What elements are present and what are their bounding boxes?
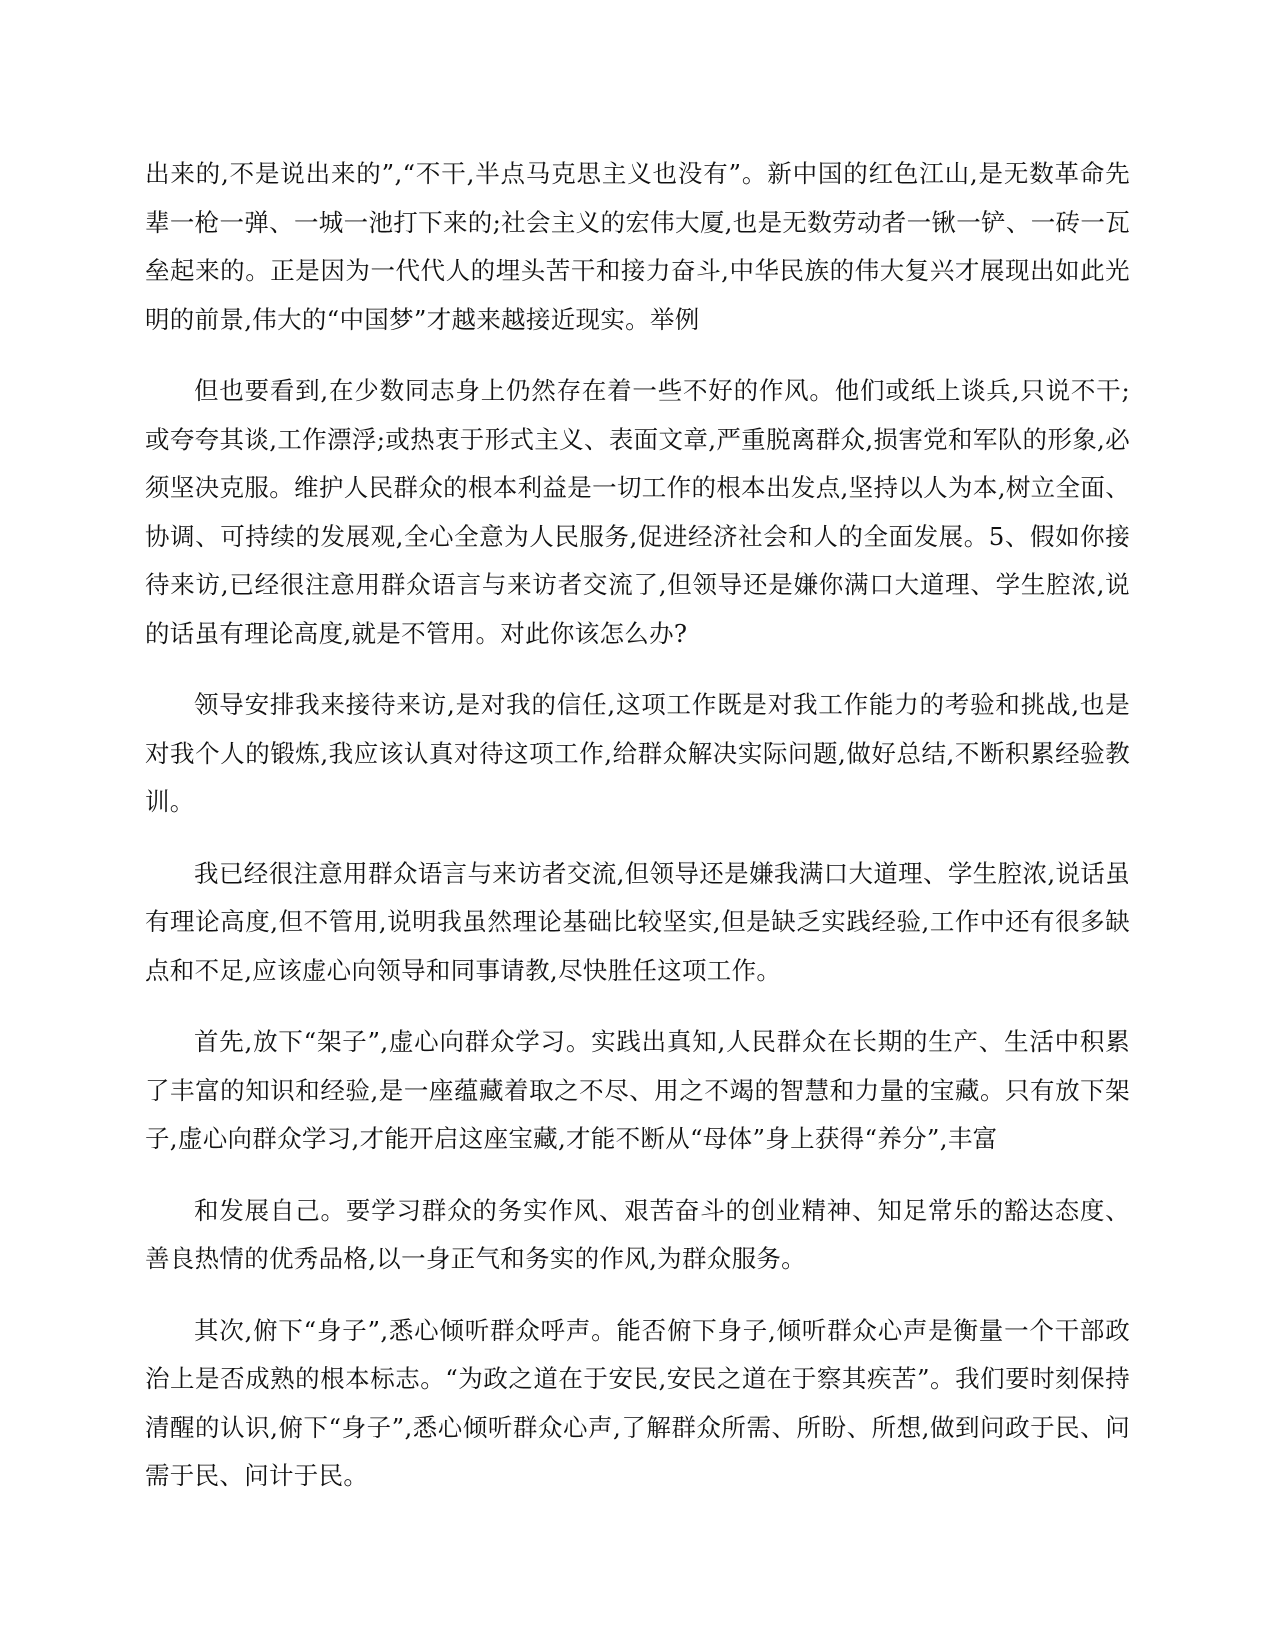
paragraph-3: 领导安排我来接待来访,是对我的信任,这项工作既是对我工作能力的考验和挑战,也是对我个人的锻炼,我应该认真对待这项工作,给群众解决实际问题,做好总结,不断积累经验教训。 [145,690,1130,816]
paragraph-1: 出来的,不是说出来的”,“不干,半点马克思主义也没有”。新中国的红色江山,是无数革命先辈一枪一弹、一城一池打下来的;社会主义的宏伟大厦,也是无数劳动者一锹一铲、一砖一瓦垒起来的。正是因为一代代人的埋头苦干和接力奋斗,中华民族的伟大复兴才展现出如此光明的前景,伟大的“中国梦”才越来越接近现实。举例 [145,159,1130,334]
paragraph-7: 其次,俯下“身子”,悉心倾听群众呼声。能否俯下身子,倾听群众心声是衡量一个干部政治上是否成熟的根本标志。“为政之道在于安民,安民之道在于察其疾苦”。我们要时刻保持清醒的认识,俯下“身子”,悉心倾听群众心声,了解群众所需、所盼、所想,做到问政于民、问需于民、问计于民。 [145,1315,1130,1490]
paragraph-4: 我已经很注意用群众语言与来访者交流,但领导还是嫌我满口大道理、学生腔浓,说话虽有理论高度,但不管用,说明我虽然理论基础比较坚实,但是缺乏实践经验,工作中还有很多缺点和不足,应该虚心向领导和同事请教,尽快胜任这项工作。 [145,858,1130,985]
document-page [145,150,1130,1524]
paragraph-6: 和发展自己。要学习群众的务实作风、艰苦奋斗的创业精神、知足常乐的豁达态度、善良热情的优秀品格,以一身正气和务实的作风,为群众服务。 [145,1195,1130,1273]
paragraph-2: 但也要看到,在少数同志身上仍然存在着一些不好的作风。他们或纸上谈兵,只说不干;或夸夸其谈,工作漂浮;或热衷于形式主义、表面文章,严重脱离群众,损害党和军队的形象,必须坚决克服。维护人民群众的根本利益是一切工作的根本出发点,坚持以人为本,树立全面、协调、可持续的发展观,全心全意为人民服务,促进经济社会和人的全面发展。5、假如你接待来访,已经很注意用群众语言与来访者交流了,但领导还是嫌你满口大道理、学生腔浓,说的话虽有理论高度,就是不管用。对此你该怎么办? [145,376,1130,648]
paragraph-5: 首先,放下“架子”,虚心向群众学习。实践出真知,人民群众在长期的生产、生活中积累了丰富的知识和经验,是一座蕴藏着取之不尽、用之不竭的智慧和力量的宝藏。只有放下架子,虚心向群众学习,才能开启这座宝藏,才能不断从“母体”身上获得“养分”,丰富 [145,1027,1130,1153]
